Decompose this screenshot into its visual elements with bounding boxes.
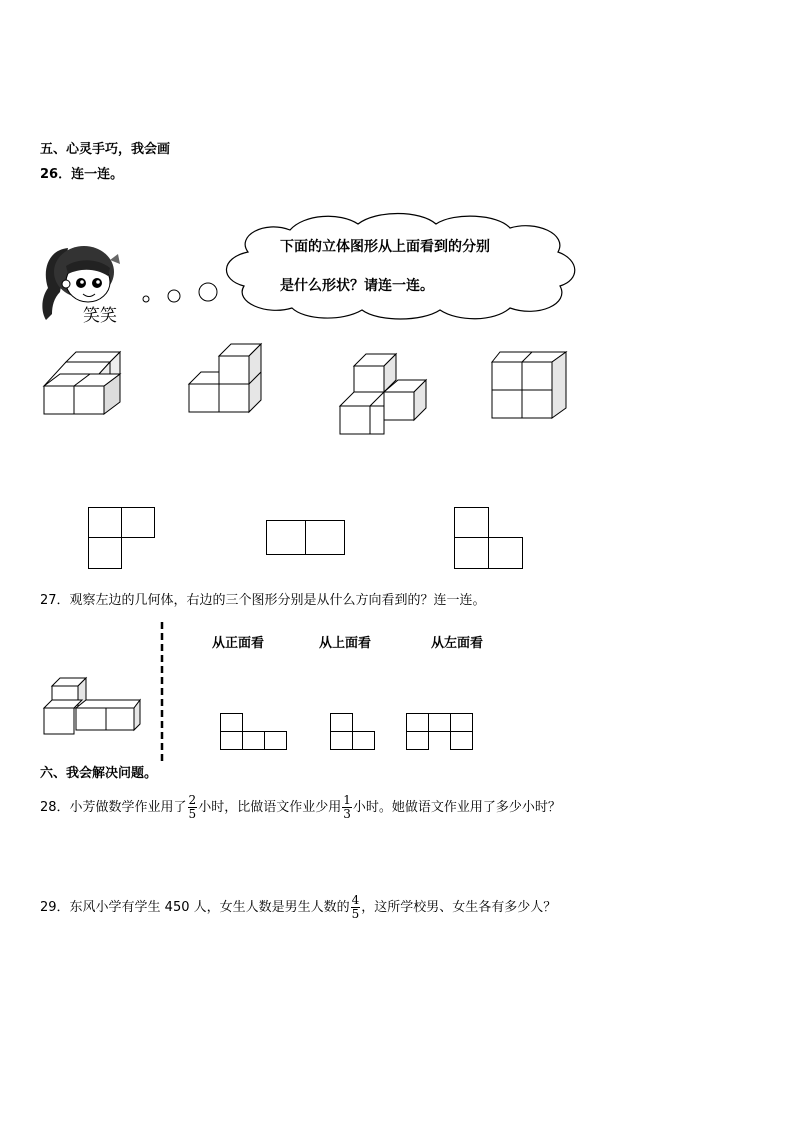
q28-frac1-denominator: 5: [188, 807, 197, 821]
dashed-divider: [160, 622, 164, 762]
q27-view-shape-2: [330, 713, 378, 753]
q28-frac1-numerator: 2: [188, 793, 197, 807]
solid-figure-4: [492, 352, 572, 424]
character-name: 笑笑: [83, 306, 117, 326]
speech-cloud: [218, 212, 582, 322]
question-28: [40, 788, 561, 828]
question-29: [40, 888, 556, 928]
q28-frac2-numerator: 1: [343, 793, 351, 807]
q29-prefix: 29．东风小学有学生 450 人，女生人数是男生人数的: [40, 900, 350, 915]
q29-suffix: ，这所学校男、女生各有多少人？: [361, 900, 557, 915]
q28-frac2-denominator: 3: [343, 807, 351, 821]
view-label-front: 从正面看: [212, 636, 265, 651]
q28-prefix: 28．小芳做数学作业用了: [40, 800, 187, 815]
solid-figure-1: [44, 360, 134, 420]
q28-fraction-1: [188, 794, 198, 821]
solid-figure-3: [340, 352, 430, 438]
question-27-label: 27．观察左边的几何体，右边的三个图形分别是从什么方向看到的？连一连。: [40, 593, 486, 608]
q28-fraction-2: [342, 794, 352, 821]
question-26-label: 26．连一连。: [40, 167, 124, 182]
solid-figure-2: [189, 342, 269, 416]
q29-fraction: [351, 894, 361, 921]
view-label-left: 从左面看: [431, 636, 484, 651]
section-5-heading: 五、心灵手巧，我会画: [40, 142, 171, 157]
q27-view-shape-1: [220, 713, 290, 753]
cloud-text-line-1: 下面的立体图形从上面看到的分别: [280, 239, 490, 255]
q28-middle: 小时，比做语文作业少用: [198, 800, 342, 815]
q27-solid-figure: [42, 678, 142, 738]
top-view-shape-1: [88, 507, 158, 571]
view-label-top: 从上面看: [319, 636, 372, 651]
q29-frac-numerator: 4: [351, 893, 360, 907]
cloud-text-line-2: 是什么形状？请连一连。: [280, 278, 434, 294]
q29-frac-denominator: 5: [351, 907, 360, 921]
top-view-shape-2: [266, 520, 348, 558]
q28-suffix: 小时。她做语文作业用了多少小时？: [352, 800, 561, 815]
top-view-shape-3: [454, 507, 526, 571]
section-6-heading: 六、我会解决问题。: [40, 766, 158, 781]
q27-view-shape-3: [406, 713, 476, 753]
thought-bubbles: [140, 282, 220, 306]
